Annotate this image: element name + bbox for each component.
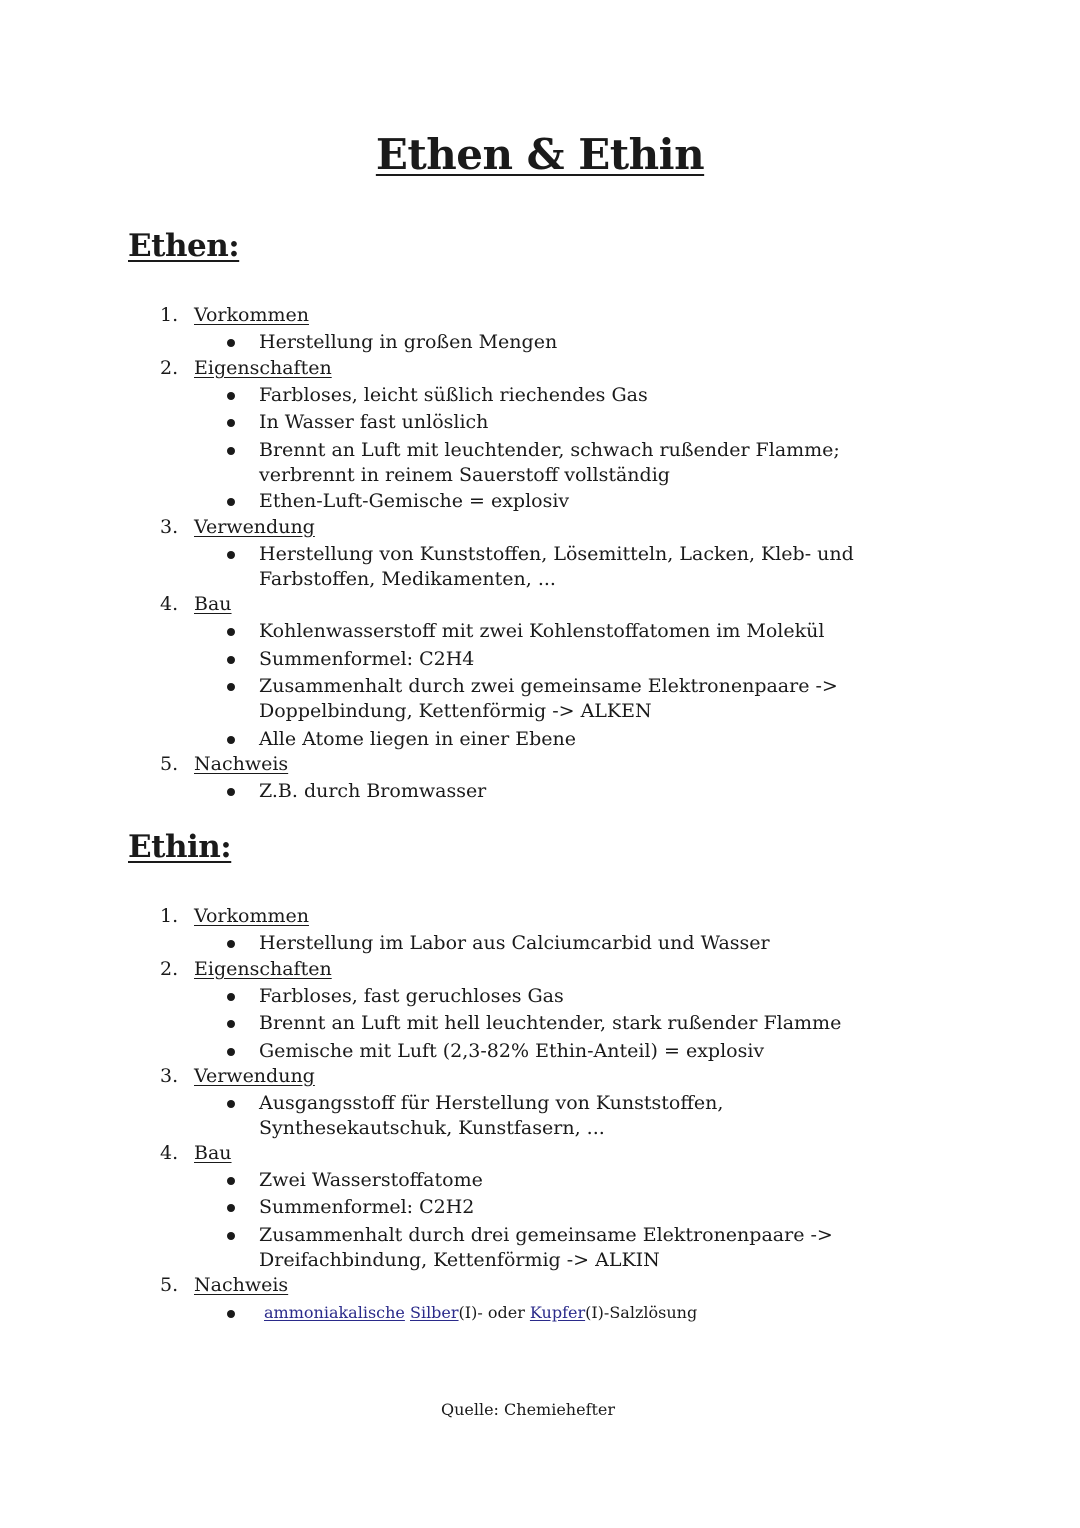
bullet (227, 392, 235, 400)
ethen-item: Summenformel: C2H4 (259, 648, 475, 670)
ethin-item: Herstellung im Labor aus Calciumcarbid und Wasser (259, 932, 770, 954)
ethin-head-eigenschaften: Eigenschaften (194, 958, 332, 980)
source-note: Quelle: Chemiehefter (440, 1400, 616, 1419)
ethin-item: Zwei Wasserstoffatome (259, 1169, 483, 1191)
ethen-item: In Wasser fast unlöslich (259, 411, 489, 433)
bullet (227, 447, 235, 455)
ethen-num-5: 5. (160, 753, 179, 775)
bullet (227, 1020, 235, 1028)
bullet (227, 1310, 235, 1318)
ethen-num-3: 3. (160, 516, 179, 538)
ethen-item: Kohlenwasserstoff mit zwei Kohlenstoffatomen im Molekül (259, 620, 825, 642)
bullet (227, 788, 235, 796)
bullet (227, 1204, 235, 1212)
ethen-head-vorkommen: Vorkommen (194, 304, 309, 326)
ethin-item: Summenformel: C2H2 (259, 1196, 475, 1218)
ethen-item: Farbloses, leicht süßlich riechendes Gas (259, 384, 648, 406)
ethen-num-2: 2. (160, 357, 179, 379)
bullet (227, 1048, 235, 1056)
bullet (227, 551, 235, 559)
ethen-heading: Ethen: (128, 228, 240, 264)
ethen-head-nachweis: Nachweis (194, 753, 289, 775)
bullet (227, 993, 235, 1001)
ethen-num-1: 1. (160, 304, 179, 326)
ethin-head-bau: Bau (194, 1142, 232, 1164)
page-title: Ethen & Ethin (375, 130, 705, 179)
nachweis-text: (I)-Salzlösung (585, 1303, 698, 1322)
ethin-heading: Ethin: (128, 829, 232, 865)
ethin-item: Brennt an Luft mit hell leuchtender, stark rußender Flamme (259, 1012, 842, 1034)
bullet (227, 683, 235, 691)
ethen-item: Herstellung von Kunststoffen, Lösemitteln, Lacken, Kleb- und Farbstoffen, Medikamenten, ... (259, 543, 854, 590)
ethen-item: Brennt an Luft mit leuchtender, schwach rußender Flamme; verbrennt in reinem Sauerstoff vollständig (259, 439, 840, 486)
bullet (227, 656, 235, 664)
link-ammoniakalische[interactable]: ammoniakalische (264, 1303, 405, 1322)
link-silber[interactable]: Silber (409, 1303, 459, 1322)
bullet (227, 339, 235, 347)
ethin-head-vorkommen: Vorkommen (194, 905, 309, 927)
ethen-item: Z.B. durch Bromwasser (259, 780, 487, 802)
ethin-item: Farbloses, fast geruchloses Gas (259, 985, 564, 1007)
ethin-num-5: 5. (160, 1274, 179, 1296)
ethen-head-verwendung: Verwendung (194, 516, 315, 538)
bullet (227, 498, 235, 506)
link-kupfer[interactable]: Kupfer (529, 1303, 586, 1322)
ethin-num-1: 1. (160, 905, 179, 927)
ethen-head-bau: Bau (194, 593, 232, 615)
ethin-num-2: 2. (160, 958, 179, 980)
nachweis-text: (I)- oder (458, 1303, 530, 1322)
bullet (227, 736, 235, 744)
ethin-head-verwendung: Verwendung (194, 1065, 315, 1087)
bullet (227, 419, 235, 427)
ethen-item: Herstellung in großen Mengen (259, 331, 558, 353)
ethin-item: Gemische mit Luft (2,3-82% Ethin-Anteil) = explosiv (259, 1040, 765, 1062)
bullet (227, 940, 235, 948)
ethin-head-nachweis: Nachweis (194, 1274, 289, 1296)
ethen-item: Zusammenhalt durch zwei gemeinsame Elektronenpaare -> Doppelbindung, Kettenförmig -> ALKEN (259, 675, 838, 722)
bullet (227, 1232, 235, 1240)
ethin-num-4: 4. (160, 1142, 179, 1164)
bullet (227, 628, 235, 636)
ethin-nachweis-item (264, 1303, 697, 1322)
ethen-item: Ethen-Luft-Gemische = explosiv (259, 490, 570, 512)
bullet (227, 1177, 235, 1185)
ethin-item: Zusammenhalt durch drei gemeinsame Elektronenpaare -> Dreifachbindung, Kettenförmig -> ALKIN (259, 1224, 833, 1271)
ethin-item: Ausgangsstoff für Herstellung von Kunststoffen, Synthesekautschuk, Kunstfasern, ... (259, 1092, 724, 1139)
ethen-num-4: 4. (160, 593, 179, 615)
ethen-head-eigenschaften: Eigenschaften (194, 357, 332, 379)
ethen-item: Alle Atome liegen in einer Ebene (259, 728, 577, 750)
bullet (227, 1100, 235, 1108)
ethin-num-3: 3. (160, 1065, 179, 1087)
